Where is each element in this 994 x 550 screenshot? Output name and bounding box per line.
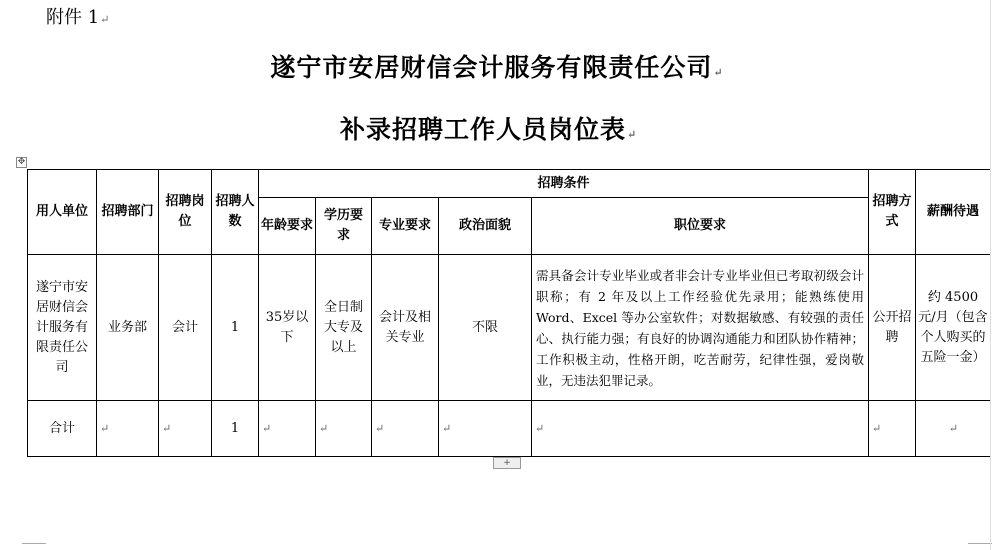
paragraph-mark: ↵: [375, 421, 385, 435]
header-employer: 用人单位: [28, 170, 97, 255]
paragraph-mark: ↵: [162, 421, 172, 435]
header-age: 年龄要求: [259, 198, 316, 255]
empty-cell: [97, 401, 159, 457]
paragraph-mark: ↵: [319, 421, 329, 435]
empty-cell: [159, 401, 212, 457]
page-edge: [990, 0, 991, 550]
page-corner-mark: [22, 543, 46, 544]
empty-cell: [869, 401, 916, 457]
paragraph-mark: ↵: [100, 13, 110, 26]
paragraph-mark: ↵: [262, 421, 272, 435]
cell-total-label: 合计: [28, 401, 97, 457]
header-education: 学历要求: [316, 198, 372, 255]
empty-cell: [439, 401, 532, 457]
cell-total-headcount: 1: [212, 401, 259, 457]
cell-age: 35岁以下: [259, 255, 316, 401]
page-corner-mark: [968, 543, 992, 544]
cell-department: 业务部: [97, 255, 159, 401]
header-headcount: 招聘人数: [212, 170, 259, 255]
cell-headcount: 1: [212, 255, 259, 401]
empty-cell: [916, 401, 991, 457]
header-department: 招聘部门: [97, 170, 159, 255]
attachment-label: 附件 1↵: [46, 7, 110, 28]
table-row: [28, 255, 991, 401]
move-table-icon[interactable]: ✥: [17, 157, 26, 167]
add-row-icon[interactable]: +: [493, 457, 521, 469]
header-political: 政治面貌: [439, 198, 532, 255]
empty-cell: [259, 401, 316, 457]
header-method: 招聘方式: [869, 170, 916, 255]
cell-method: 公开招聘: [869, 255, 916, 401]
cell-position: 会计: [159, 255, 212, 401]
empty-cell: [372, 401, 439, 457]
header-conditions: 招聘条件: [259, 170, 869, 198]
cell-major: 会计及相关专业: [372, 255, 439, 401]
paragraph-mark: ↵: [535, 421, 545, 435]
header-major: 专业要求: [372, 198, 439, 255]
document-title: 遂宁市安居财信会计服务有限责任公司↵: [270, 53, 724, 82]
paragraph-mark: ↵: [872, 421, 882, 435]
position-table: [27, 169, 991, 457]
cell-salary: 约 4500 元/月（包含个人购买的五险一金）: [916, 255, 991, 401]
paragraph-mark: ↵: [627, 128, 638, 141]
header-position: 招聘岗位: [159, 170, 212, 255]
paragraph-mark: ↵: [713, 66, 724, 79]
cell-employer: 遂宁市安居财信会计服务有限责任公司: [28, 255, 97, 401]
cell-political: 不限: [439, 255, 532, 401]
paragraph-mark: ↵: [442, 421, 452, 435]
header-job-requirements: 职位要求: [532, 198, 869, 255]
header-salary: 薪酬待遇: [916, 170, 991, 255]
empty-cell: [532, 401, 869, 457]
cell-job-requirements: 需具备会计专业毕业或者非会计专业毕业但已考取初级会计职称；有 2 年及以上工作经验优先录用；能熟练使用 Word、Excel 等办公室软件；对数据敏感、有较强的责任心、执行能力强；有良好的协调沟通能力和团队协作精神；工作积极主动，性格开朗，吃苦耐劳，纪律性强，爱岗敬业，无违法犯罪记录。: [532, 255, 869, 401]
document-subtitle: 补录招聘工作人员岗位表↵: [340, 115, 638, 144]
empty-cell: [316, 401, 372, 457]
paragraph-mark: ↵: [948, 421, 959, 435]
paragraph-mark: ↵: [100, 421, 110, 435]
cell-education: 全日制大专及以上: [316, 255, 372, 401]
total-row: [28, 401, 991, 457]
